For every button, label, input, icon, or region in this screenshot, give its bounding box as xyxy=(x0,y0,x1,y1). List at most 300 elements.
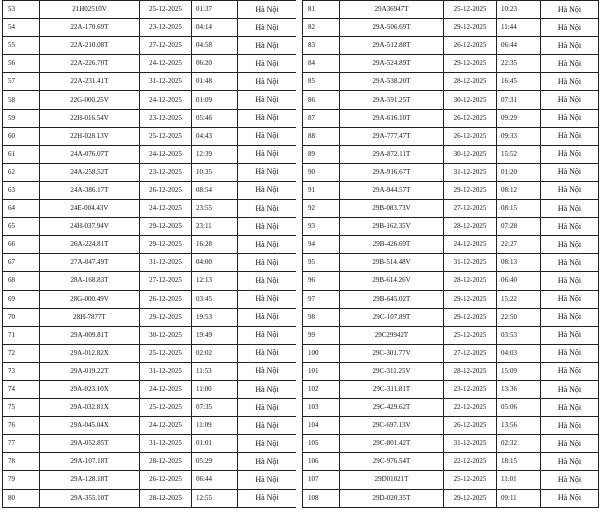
time-cell: 04:14 xyxy=(192,19,238,37)
location-cell: Hà Nội xyxy=(541,344,599,362)
license-plate-cell: 29C-301.77V xyxy=(340,344,444,362)
row-number-cell: 63 xyxy=(3,181,40,199)
time-cell: 12:13 xyxy=(192,272,238,290)
location-cell: Hà Nội xyxy=(238,127,297,145)
row-number-cell: 56 xyxy=(3,55,40,73)
table-row xyxy=(3,218,297,236)
date-cell: 24-12-2025 xyxy=(140,55,192,73)
table-row xyxy=(303,181,599,199)
time-cell: 11:00 xyxy=(192,380,238,398)
time-cell: 16:45 xyxy=(497,73,541,91)
row-number-cell: 75 xyxy=(3,399,40,417)
row-number-cell: 84 xyxy=(303,55,340,73)
license-plate-cell: 29C-311.25V xyxy=(340,362,444,380)
row-number-cell: 105 xyxy=(303,435,340,453)
location-cell: Hà Nội xyxy=(541,37,599,55)
license-plate-cell: 29A36947T xyxy=(340,1,444,19)
row-number-cell: 66 xyxy=(3,236,40,254)
time-cell: 13:56 xyxy=(497,417,541,435)
row-number-cell: 78 xyxy=(3,453,40,471)
table-row xyxy=(303,200,599,218)
license-plate-cell: 29C-976.54T xyxy=(340,453,444,471)
row-number-cell: 53 xyxy=(3,1,40,19)
row-number-cell: 82 xyxy=(303,19,340,37)
violations-table-left xyxy=(2,0,297,508)
license-plate-cell: 29C-107.89T xyxy=(340,308,444,326)
location-cell: Hà Nội xyxy=(541,417,599,435)
location-cell: Hà Nội xyxy=(541,163,599,181)
location-cell: Hà Nội xyxy=(238,37,297,55)
date-cell: 25-12-2025 xyxy=(444,1,497,19)
row-number-cell: 86 xyxy=(303,91,340,109)
table-row xyxy=(3,236,297,254)
row-number-cell: 103 xyxy=(303,399,340,417)
location-cell: Hà Nội xyxy=(541,127,599,145)
license-plate-cell: 29A-052.85T xyxy=(40,435,140,453)
license-plate-cell: 24E-004.43V xyxy=(40,200,140,218)
row-number-cell: 97 xyxy=(303,290,340,308)
location-cell: Hà Nội xyxy=(541,254,599,272)
date-cell: 31-12-2025 xyxy=(140,362,192,380)
license-plate-cell: 29D-020.35T xyxy=(340,489,444,507)
time-cell: 04:43 xyxy=(192,127,238,145)
location-cell: Hà Nội xyxy=(541,109,599,127)
location-cell: Hà Nội xyxy=(238,344,297,362)
license-plate-cell: 29A-355.10T xyxy=(40,489,140,507)
time-cell: 11:44 xyxy=(497,19,541,37)
license-plate-cell: 29A-012.82X xyxy=(40,344,140,362)
license-plate-cell: 27A-047.49T xyxy=(40,254,140,272)
license-plate-cell: 29D01021T xyxy=(340,471,444,489)
table-row xyxy=(303,1,599,19)
row-number-cell: 99 xyxy=(303,326,340,344)
table-row xyxy=(3,19,297,37)
license-plate-cell: 29B-083.73V xyxy=(340,200,444,218)
table-row xyxy=(3,91,297,109)
date-cell: 25-12-2025 xyxy=(140,399,192,417)
license-plate-cell: 22G-000.25V xyxy=(40,91,140,109)
location-cell: Hà Nội xyxy=(238,453,297,471)
table-row xyxy=(303,362,599,380)
location-cell: Hà Nội xyxy=(541,55,599,73)
date-cell: 29-12-2025 xyxy=(444,290,497,308)
location-cell: Hà Nội xyxy=(238,218,297,236)
license-plate-cell: 29C29942T xyxy=(340,326,444,344)
table-row xyxy=(303,308,599,326)
row-number-cell: 90 xyxy=(303,163,340,181)
location-cell: Hà Nội xyxy=(238,417,297,435)
table-row xyxy=(3,127,297,145)
row-number-cell: 83 xyxy=(303,37,340,55)
license-plate-cell: 22H-016.54V xyxy=(40,109,140,127)
date-cell: 29-12-2025 xyxy=(444,308,497,326)
date-cell: 22-12-2025 xyxy=(444,399,497,417)
date-cell: 27-12-2025 xyxy=(140,37,192,55)
row-number-cell: 73 xyxy=(3,362,40,380)
date-cell: 25-12-2025 xyxy=(140,127,192,145)
row-number-cell: 95 xyxy=(303,254,340,272)
table-row xyxy=(3,308,297,326)
time-cell: 06:44 xyxy=(497,37,541,55)
time-cell: 03:45 xyxy=(192,290,238,308)
table-row xyxy=(303,380,599,398)
location-cell: Hà Nội xyxy=(541,290,599,308)
license-plate-cell: 29B-162.35V xyxy=(340,218,444,236)
location-cell: Hà Nội xyxy=(238,380,297,398)
license-plate-cell: 22A-170.69T xyxy=(40,19,140,37)
location-cell: Hà Nội xyxy=(541,73,599,91)
row-number-cell: 98 xyxy=(303,308,340,326)
table-row xyxy=(3,200,297,218)
location-cell: Hà Nội xyxy=(238,163,297,181)
time-cell: 06:40 xyxy=(497,272,541,290)
table-row xyxy=(303,471,599,489)
location-cell: Hà Nội xyxy=(238,362,297,380)
location-cell: Hà Nội xyxy=(541,453,599,471)
time-cell: 12:55 xyxy=(192,489,238,507)
table-row xyxy=(303,218,599,236)
license-plate-cell: 29A-616.10T xyxy=(340,109,444,127)
date-cell: 29-12-2025 xyxy=(444,55,497,73)
table-row xyxy=(3,181,297,199)
row-number-cell: 106 xyxy=(303,453,340,471)
table-row xyxy=(303,127,599,145)
table-row xyxy=(3,73,297,91)
time-cell: 04:00 xyxy=(192,254,238,272)
table-row xyxy=(303,344,599,362)
location-cell: Hà Nội xyxy=(541,471,599,489)
row-number-cell: 85 xyxy=(303,73,340,91)
date-cell: 26-12-2025 xyxy=(140,181,192,199)
date-cell: 25-12-2025 xyxy=(444,326,497,344)
row-number-cell: 101 xyxy=(303,362,340,380)
location-cell: Hà Nội xyxy=(238,109,297,127)
location-cell: Hà Nội xyxy=(541,326,599,344)
row-number-cell: 76 xyxy=(3,417,40,435)
table-row xyxy=(303,145,599,163)
time-cell: 05:46 xyxy=(192,109,238,127)
date-cell: 31-12-2025 xyxy=(140,254,192,272)
table-row xyxy=(3,471,297,489)
license-plate-cell: 29A-916.67T xyxy=(340,163,444,181)
license-plate-cell: 29A-944.57T xyxy=(340,181,444,199)
location-cell: Hà Nội xyxy=(541,380,599,398)
date-cell: 26-12-2025 xyxy=(444,109,497,127)
time-cell: 01:48 xyxy=(192,73,238,91)
location-cell: Hà Nội xyxy=(238,435,297,453)
time-cell: 10:23 xyxy=(497,1,541,19)
date-cell: 29-12-2025 xyxy=(444,489,497,507)
table-row xyxy=(3,399,297,417)
location-cell: Hà Nội xyxy=(541,272,599,290)
row-number-cell: 68 xyxy=(3,272,40,290)
row-number-cell: 58 xyxy=(3,91,40,109)
table-row xyxy=(3,109,297,127)
row-number-cell: 74 xyxy=(3,380,40,398)
time-cell: 04:58 xyxy=(192,37,238,55)
table-row xyxy=(3,326,297,344)
time-cell: 08:15 xyxy=(497,200,541,218)
row-number-cell: 87 xyxy=(303,109,340,127)
table-row xyxy=(3,362,297,380)
row-number-cell: 64 xyxy=(3,200,40,218)
time-cell: 01:01 xyxy=(192,435,238,453)
row-number-cell: 88 xyxy=(303,127,340,145)
license-plate-cell: 29C-697.13V xyxy=(340,417,444,435)
date-cell: 30-12-2025 xyxy=(444,91,497,109)
location-cell: Hà Nội xyxy=(541,362,599,380)
date-cell: 31-12-2025 xyxy=(444,254,497,272)
date-cell: 27-12-2025 xyxy=(140,272,192,290)
license-plate-cell: 22A-231.41T xyxy=(40,73,140,91)
license-plate-cell: 28G-000.49V xyxy=(40,290,140,308)
date-cell: 23-12-2025 xyxy=(140,163,192,181)
table-row xyxy=(303,272,599,290)
time-cell: 15:52 xyxy=(497,145,541,163)
table-row xyxy=(3,145,297,163)
table-row xyxy=(3,435,297,453)
date-cell: 26-12-2025 xyxy=(140,471,192,489)
license-plate-cell: 24H-037.94V xyxy=(40,218,140,236)
location-cell: Hà Nội xyxy=(238,272,297,290)
location-cell: Hà Nội xyxy=(238,91,297,109)
location-cell: Hà Nội xyxy=(541,236,599,254)
location-cell: Hà Nội xyxy=(541,489,599,507)
table-body-right xyxy=(303,1,599,508)
time-cell: 07:35 xyxy=(192,399,238,417)
row-number-cell: 62 xyxy=(3,163,40,181)
table-row xyxy=(3,1,297,19)
table-row xyxy=(303,254,599,272)
location-cell: Hà Nội xyxy=(238,200,297,218)
license-plate-cell: 22A-210.08T xyxy=(40,37,140,55)
table-row xyxy=(3,380,297,398)
row-number-cell: 96 xyxy=(303,272,340,290)
license-plate-cell: 29A-506.69T xyxy=(340,19,444,37)
date-cell: 24-12-2025 xyxy=(140,145,192,163)
date-cell: 31-12-2025 xyxy=(444,163,497,181)
license-plate-cell: 29C-429.62T xyxy=(340,399,444,417)
time-cell: 04:03 xyxy=(497,344,541,362)
license-plate-cell: 29A-872.11T xyxy=(340,145,444,163)
table-row xyxy=(303,399,599,417)
table-row xyxy=(3,417,297,435)
location-cell: Hà Nội xyxy=(238,55,297,73)
table-row xyxy=(303,290,599,308)
location-cell: Hà Nội xyxy=(238,254,297,272)
row-number-cell: 70 xyxy=(3,308,40,326)
table-row xyxy=(3,254,297,272)
row-number-cell: 57 xyxy=(3,73,40,91)
date-cell: 28-12-2025 xyxy=(140,453,192,471)
license-plate-cell: 24A-258.52T xyxy=(40,163,140,181)
time-cell: 10:35 xyxy=(192,163,238,181)
time-cell: 23:11 xyxy=(192,218,238,236)
location-cell: Hà Nội xyxy=(238,308,297,326)
date-cell: 23-12-2025 xyxy=(140,19,192,37)
date-cell: 31-12-2025 xyxy=(140,73,192,91)
license-plate-cell: 29C-311.81T xyxy=(340,380,444,398)
license-plate-cell: 29A-591.25T xyxy=(340,91,444,109)
time-cell: 05:29 xyxy=(192,453,238,471)
time-cell: 06:20 xyxy=(192,55,238,73)
time-cell: 08:13 xyxy=(497,254,541,272)
date-cell: 31-12-2025 xyxy=(444,435,497,453)
table-row xyxy=(303,37,599,55)
license-plate-cell: 29A-538.20T xyxy=(340,73,444,91)
time-cell: 05:06 xyxy=(497,399,541,417)
location-cell: Hà Nội xyxy=(541,218,599,236)
table-row xyxy=(3,163,297,181)
license-plate-cell: 29A-512.88T xyxy=(340,37,444,55)
license-plate-cell: 29A-019.22T xyxy=(40,362,140,380)
location-cell: Hà Nội xyxy=(541,19,599,37)
table-row xyxy=(3,344,297,362)
license-plate-cell: 29A-045.04X xyxy=(40,417,140,435)
location-cell: Hà Nội xyxy=(238,471,297,489)
license-plate-cell: 22H-028.13V xyxy=(40,127,140,145)
table-row xyxy=(303,73,599,91)
date-cell: 31-12-2025 xyxy=(140,435,192,453)
row-number-cell: 59 xyxy=(3,109,40,127)
violations-table-right xyxy=(302,0,599,508)
date-cell: 25-12-2025 xyxy=(444,471,497,489)
license-plate-cell: 29B-614.26V xyxy=(340,272,444,290)
row-number-cell: 94 xyxy=(303,236,340,254)
time-cell: 22:35 xyxy=(497,55,541,73)
time-cell: 22:50 xyxy=(497,308,541,326)
license-plate-cell: 29B-645.02T xyxy=(340,290,444,308)
row-number-cell: 89 xyxy=(303,145,340,163)
table-row xyxy=(303,163,599,181)
time-cell: 18:15 xyxy=(497,453,541,471)
time-cell: 09:11 xyxy=(497,489,541,507)
date-cell: 27-12-2025 xyxy=(444,200,497,218)
row-number-cell: 80 xyxy=(3,489,40,507)
row-number-cell: 91 xyxy=(303,181,340,199)
location-cell: Hà Nội xyxy=(541,145,599,163)
date-cell: 29-12-2025 xyxy=(444,19,497,37)
date-cell: 24-12-2025 xyxy=(140,200,192,218)
license-plate-cell: 24A-076.07T xyxy=(40,145,140,163)
time-cell: 01:37 xyxy=(192,1,238,19)
location-cell: Hà Nội xyxy=(541,399,599,417)
location-cell: Hà Nội xyxy=(238,399,297,417)
location-cell: Hà Nội xyxy=(238,236,297,254)
license-plate-cell: 22A-226.70T xyxy=(40,55,140,73)
time-cell: 06:44 xyxy=(192,471,238,489)
table-row xyxy=(303,435,599,453)
row-number-cell: 77 xyxy=(3,435,40,453)
date-cell: 28-12-2025 xyxy=(140,489,192,507)
date-cell: 29-12-2025 xyxy=(140,218,192,236)
date-cell: 30-12-2025 xyxy=(444,145,497,163)
row-number-cell: 55 xyxy=(3,37,40,55)
location-cell: Hà Nội xyxy=(541,435,599,453)
license-plate-cell: 29A-777.47T xyxy=(340,127,444,145)
time-cell: 02:02 xyxy=(192,344,238,362)
table-row xyxy=(3,37,297,55)
time-cell: 11:01 xyxy=(497,471,541,489)
license-plate-cell: 21H02510V xyxy=(40,1,140,19)
row-number-cell: 71 xyxy=(3,326,40,344)
row-number-cell: 108 xyxy=(303,489,340,507)
date-cell: 26-12-2025 xyxy=(140,290,192,308)
row-number-cell: 79 xyxy=(3,471,40,489)
time-cell: 22:27 xyxy=(497,236,541,254)
location-cell: Hà Nội xyxy=(238,145,297,163)
date-cell: 26-12-2025 xyxy=(444,127,497,145)
table-row xyxy=(303,109,599,127)
license-plate-cell: 29A-032.81X xyxy=(40,399,140,417)
time-cell: 19:53 xyxy=(192,308,238,326)
location-cell: Hà Nội xyxy=(238,181,297,199)
location-cell: Hà Nội xyxy=(541,308,599,326)
table-row xyxy=(3,55,297,73)
time-cell: 15:09 xyxy=(497,362,541,380)
row-number-cell: 67 xyxy=(3,254,40,272)
time-cell: 07:31 xyxy=(497,91,541,109)
date-cell: 23-12-2025 xyxy=(140,109,192,127)
license-plate-cell: 29A-107.18T xyxy=(40,453,140,471)
time-cell: 03:53 xyxy=(497,326,541,344)
location-cell: Hà Nội xyxy=(541,1,599,19)
table-row xyxy=(3,489,297,507)
time-cell: 02:32 xyxy=(497,435,541,453)
row-number-cell: 65 xyxy=(3,218,40,236)
time-cell: 13:36 xyxy=(497,380,541,398)
time-cell: 15:22 xyxy=(497,290,541,308)
location-cell: Hà Nội xyxy=(541,200,599,218)
row-number-cell: 107 xyxy=(303,471,340,489)
license-plate-cell: 29A-023.10X xyxy=(40,380,140,398)
location-cell: Hà Nội xyxy=(238,19,297,37)
time-cell: 19:49 xyxy=(192,326,238,344)
location-cell: Hà Nội xyxy=(541,91,599,109)
location-cell: Hà Nội xyxy=(238,1,297,19)
row-number-cell: 81 xyxy=(303,1,340,19)
location-cell: Hà Nội xyxy=(238,326,297,344)
date-cell: 29-12-2025 xyxy=(140,308,192,326)
time-cell: 11:53 xyxy=(192,362,238,380)
row-number-cell: 69 xyxy=(3,290,40,308)
time-cell: 07:28 xyxy=(497,218,541,236)
table-row xyxy=(303,417,599,435)
time-cell: 08:54 xyxy=(192,181,238,199)
time-cell: 01:20 xyxy=(497,163,541,181)
row-number-cell: 92 xyxy=(303,200,340,218)
table-body-left xyxy=(3,1,297,508)
license-plate-cell: 29C-801.42T xyxy=(340,435,444,453)
location-cell: Hà Nội xyxy=(238,73,297,91)
table-row xyxy=(303,489,599,507)
license-plate-cell: 28H-7877T xyxy=(40,308,140,326)
time-cell: 23:55 xyxy=(192,200,238,218)
license-plate-cell: 28A-168.83T xyxy=(40,272,140,290)
table-row xyxy=(303,326,599,344)
row-number-cell: 93 xyxy=(303,218,340,236)
date-cell: 30-12-2025 xyxy=(140,326,192,344)
date-cell: 26-12-2025 xyxy=(444,417,497,435)
row-number-cell: 100 xyxy=(303,344,340,362)
license-plate-cell: 29A-128.18T xyxy=(40,471,140,489)
date-cell: 24-12-2025 xyxy=(444,236,497,254)
time-cell: 01:09 xyxy=(192,91,238,109)
date-cell: 27-12-2025 xyxy=(444,344,497,362)
row-number-cell: 104 xyxy=(303,417,340,435)
date-cell: 26-12-2025 xyxy=(444,37,497,55)
date-cell: 25-12-2025 xyxy=(140,344,192,362)
